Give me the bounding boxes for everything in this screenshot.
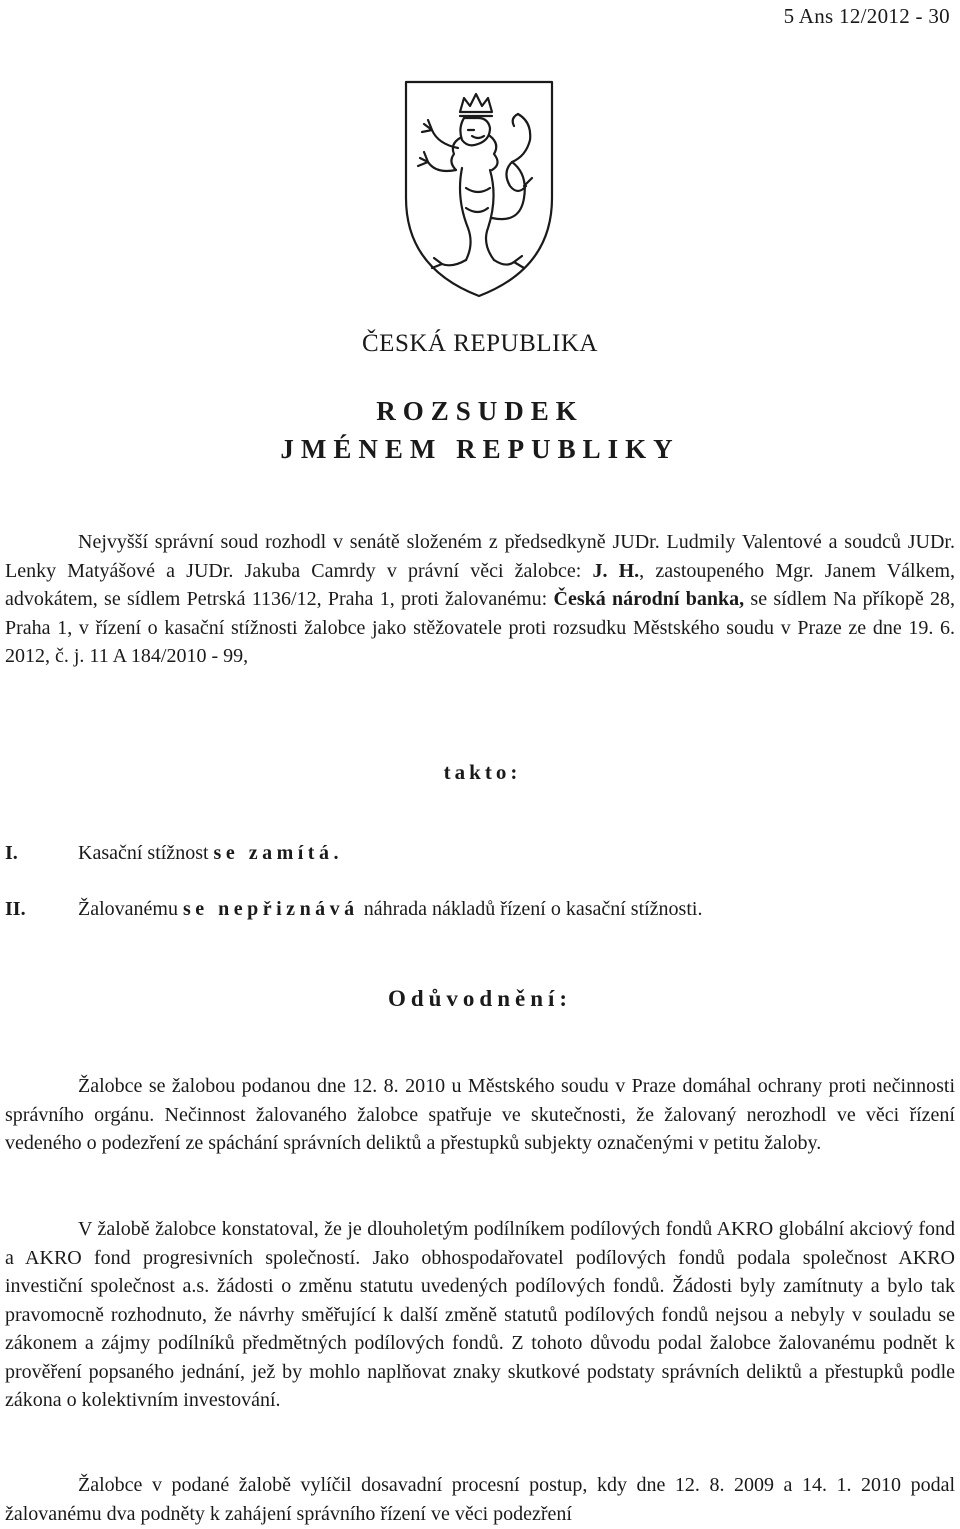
intro-text-1: Nejvyšší správní soud rozhodl v senátě složeném z předsedkyně JUDr. Ludmily Valentové a soudců JUDr. Lenky Matyášové a JUDr. Jakuba Camrdy v právní věci žalobce: (5, 531, 955, 582)
verdict-text-lead: Žalovanému (78, 898, 183, 920)
verdict-heading: takto: (443, 760, 522, 784)
reasoning-heading: Odůvodnění: (387, 986, 573, 1011)
reasoning-paragraph: Žalobce se žalobou podanou dne 12. 8. 2010 u Městského soudu v Praze domáhal ochrany proti nečinnosti správního orgánu. Nečinnost žalovaného žalobce spatřuje ve skutečnosti, že žalovaný nerozhodl ve věci řízení vedeného o podezření ze spáchání správních deliktů a přestupků subjekty označenými v petitu žaloby. (5, 1075, 955, 1154)
plaintiff-name: J. H. (592, 559, 640, 582)
reasoning-paragraph: V žalobě žalobce konstatoval, že je dlouholetým podílníkem podílových fondů AKRO globální akciový fond a AKRO fond progresivních společností. Jako obhospodařovatel podílových fondů podala společnost AKRO investiční společnost a.s. žádosti o změnu statutu uvedených podílových fondů. Žádosti byly zamítnuty a bylo tak pravomocně rozhodnuto, že návrhy směřující k další změně statutů podílových fondů nejsou a nebyly v souladu se zákonem a zájmy podílníků předmětných podílových fondů. Z tohoto důvodu podal žalobce žalovanému podnět k prověření popsaného jednání, jež by mohlo naplňovat znaky skutkové podstaty správních deliktů a přestupků podle zákona o kolektivním investování. (5, 1218, 955, 1411)
verdict-number: I. (5, 842, 18, 864)
verdict-text-lead: Kasační stížnost (78, 842, 214, 864)
verdict-text (78, 842, 343, 865)
verdict-text-tail: náhrada nákladů řízení o kasační stížnosti. (358, 898, 703, 920)
intro-text-2: , zastoupeného Mgr. Janem Válkem, advokátem, se sídlem Petrská 1136/12, Praha 1, proti žalovanému: (5, 559, 956, 610)
verdict-emphasis: se zamítá. (213, 842, 343, 864)
document-subtitle: JMÉNEM REPUBLIKY (280, 434, 680, 464)
verdict-number: II. (5, 898, 26, 920)
verdict-text (78, 898, 702, 921)
intro-text-3: se sídlem Na příkopě 28, Praha 1, v řízení o kasační stížnosti žalobce jako stěžovatele proti rozsudku Městského soudu v Praze ze dne 19. 6. 2012, č. j. 11 A 184/2010 - 99, (5, 588, 955, 667)
case-number: 5 Ans 12/2012 - 30 (783, 4, 950, 28)
verdict-emphasis: se nepřiznává (182, 898, 359, 920)
defendant-name: Česká národní banka, (553, 588, 745, 610)
coat-of-arms-icon (402, 78, 556, 300)
verdict-item-2 (5, 898, 702, 921)
verdict-item-1 (5, 842, 343, 865)
reasoning-paragraph: Žalobce v podané žalobě vylíčil dosavadní procesní postup, kdy dne 12. 8. 2009 a 14. 1. 2010 podal žalovanému dva podněty k zahájení správního řízení ve věci podezření (5, 1474, 955, 1525)
document-title: ROZSUDEK (376, 396, 584, 426)
country-name: ČESKÁ REPUBLIKA (362, 330, 598, 357)
intro-paragraph (5, 528, 955, 671)
